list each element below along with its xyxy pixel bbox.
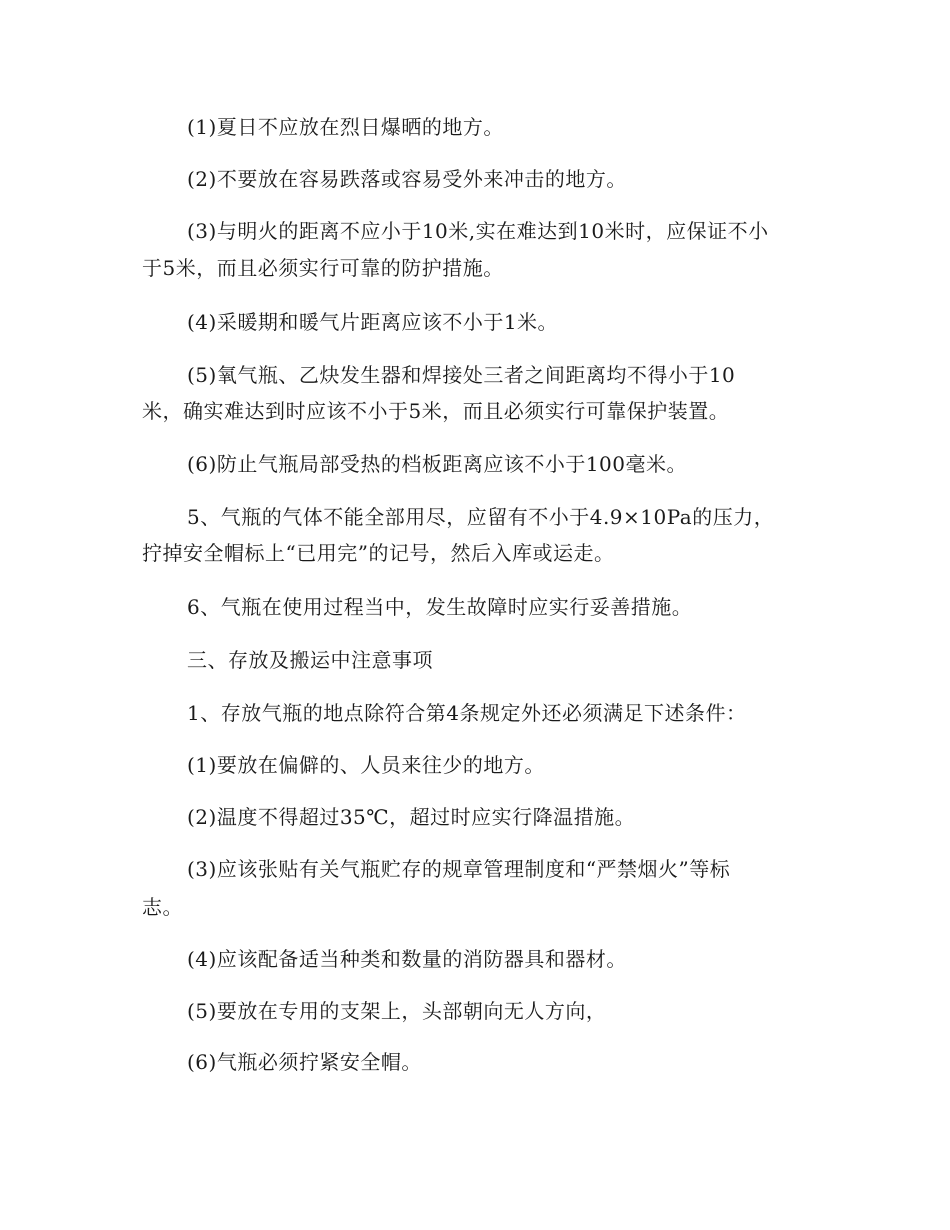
paragraph-line: 拧掉安全帽标上“已用完”的记号，然后入库或运走。 [142,541,615,565]
section-heading: 三、存放及搬运中注意事项 [187,648,433,672]
paragraph-line: 6、气瓶在使用过程当中，发生故障时应实行妥善措施。 [187,595,693,619]
paragraph-line: (2)温度不得超过35℃，超过时应实行降温措施。 [187,805,636,829]
paragraph-line: 5、气瓶的气体不能全部用尽，应留有不小于4.9×10Pa的压力， [187,505,775,529]
paragraph-line: (5)氧气瓶、乙炔发生器和焊接处三者之间距离均不得小于10 [187,363,736,387]
paragraph-line: 1、存放气瓶的地点除符合第4条规定外还必须满足下述条件： [187,701,747,725]
paragraph-line: 于5米，而且必须实行可靠的防护措施。 [142,256,504,280]
paragraph-line: (6)防止气瓶局部受热的档板距离应该不小于100毫米。 [187,452,688,476]
paragraph-line: (1)夏日不应放在烈日爆晒的地方。 [187,115,504,139]
paragraph-line: (6)气瓶必须拧紧安全帽。 [187,1050,422,1074]
paragraph-line: (4)应该配备适当种类和数量的消防器具和器材。 [187,947,627,971]
paragraph-line: (2)不要放在容易跌落或容易受外来冲击的地方。 [187,167,627,191]
paragraph-line: (5)要放在专用的支架上，头部朝向无人方向， [187,999,607,1023]
paragraph-line: (1)要放在偏僻的、人员来往少的地方。 [187,753,545,777]
paragraph-line: (3)与明火的距离不应小于10米,实在难达到10米时，应保证不小 [187,219,769,243]
paragraph-line: 志。 [142,895,183,919]
paragraph-line: 米，确实难达到时应该不小于5米，而且必须实行可靠保护装置。 [142,399,730,423]
paragraph-line: (3)应该张贴有关气瓶贮存的规章管理制度和“严禁烟火”等标 [187,857,731,881]
paragraph-line: (4)采暖期和暖气片距离应该不小于1米。 [187,310,559,334]
